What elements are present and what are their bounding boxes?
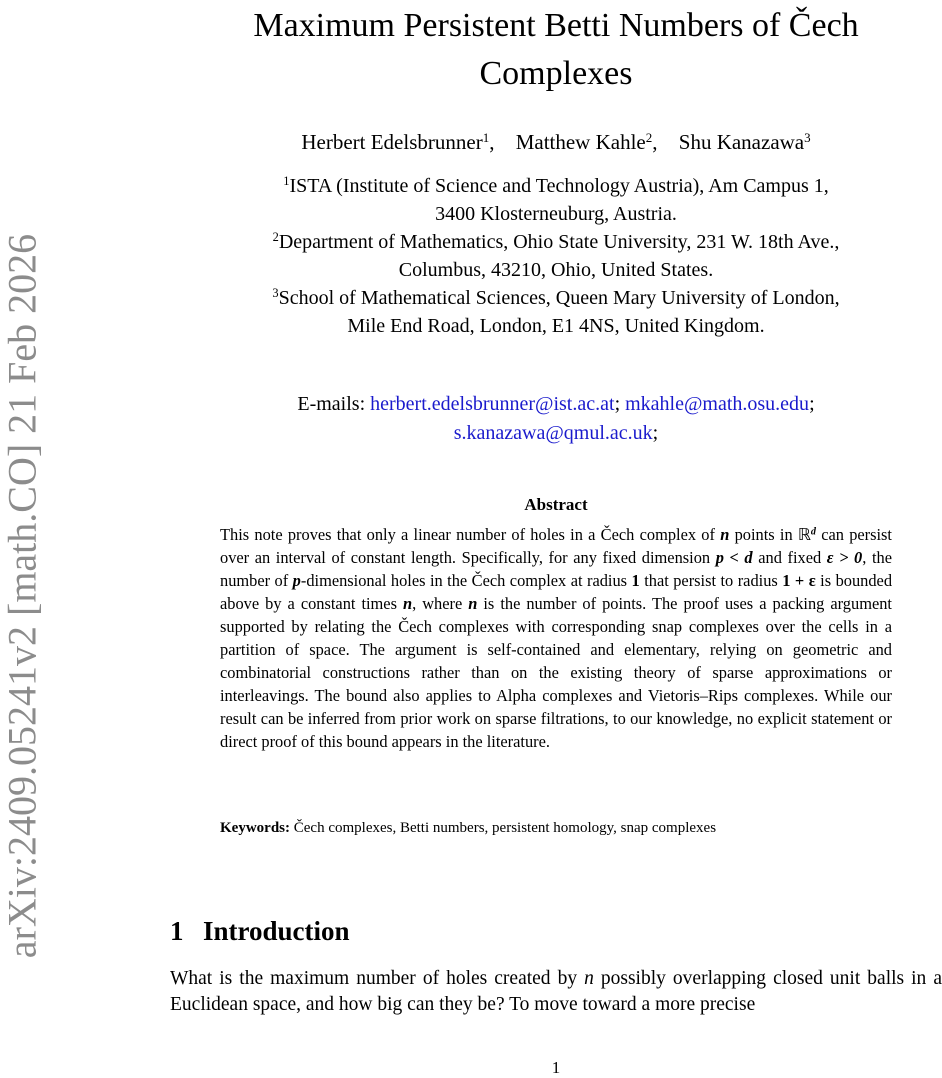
math-expression: n (468, 594, 478, 613)
introduction-paragraph (170, 966, 942, 1018)
intro-math-variable: n (584, 968, 594, 989)
math-expression: ε > 0 (826, 548, 863, 567)
math-expression: p < d (715, 548, 753, 567)
keywords-line (220, 817, 892, 839)
affiliation-line: ISTA (Institute of Science and Technology Austria), Am Campus 1, (289, 175, 829, 197)
affiliation-mark: 1 (283, 174, 290, 189)
email-separator: ; (652, 422, 659, 444)
abstract-text-run: This note proves that only a linear number of holes in a Čech complex of (220, 525, 721, 544)
math-expression: 1 (631, 571, 640, 590)
abstract-text-run: is bounded above by a constant times (220, 571, 893, 613)
affiliation-line: School of Mathematical Sciences, Queen Mary University of London, (278, 287, 840, 309)
abstract-heading: Abstract (524, 495, 588, 514)
affiliation-line: Department of Mathematics, Ohio State University, 231 W. 18th Ave., (278, 231, 840, 253)
section-title: Introduction (203, 916, 350, 946)
section-number: 1 (170, 916, 184, 946)
abstract-text-run: points in ℝ (729, 525, 811, 544)
abstract-text-run: that persist to radius (639, 571, 783, 590)
abstract-text-run: , the number of (220, 548, 892, 590)
affiliation (170, 228, 942, 256)
affiliation (170, 172, 942, 200)
math-expression: p (292, 571, 301, 590)
email-label: E-mails: (297, 393, 366, 415)
author-list (170, 128, 942, 156)
author-affiliation-mark: 2 (645, 129, 653, 145)
author-affiliation-mark: 1 (482, 129, 490, 145)
author-affiliation-mark: 3 (804, 129, 811, 145)
abstract-text-run: and fixed (752, 548, 827, 567)
email-link-kanazawa[interactable]: s.kanazawa@qmul.ac.uk (453, 422, 653, 444)
keywords-text: Čech complexes, Betti numbers, persistent homology, snap complexes (293, 820, 717, 836)
author-separator: , (652, 130, 658, 154)
abstract-text-run: can persist over an interval of constant length. Specifically, for any fixed dimension (220, 525, 892, 567)
author-name: Herbert Edelsbrunner (301, 130, 483, 154)
abstract-text-run: , where (412, 594, 469, 613)
author-name: Shu Kanazawa (678, 130, 805, 154)
math-expression: n (720, 525, 730, 544)
email-block (170, 390, 942, 448)
affiliation-line: Mile End Road, London, E1 4NS, United Kingdom. (347, 315, 765, 337)
abstract-text-run: is the number of points. The proof uses a packing argument supported by relating the Čech complexes with corresponding snap complexes over the cells in a partition of space. The argument is self-contained and elementary, relying on geometric and combinatorial constructions rather than on the existing theory of sparse approximations or interleavings. The bound also applies to Alpha complexes and Vietoris–Rips complexes. While our result can be inferred from prior work on sparse filtrations, to our knowledge, no explicit statement or direct proof of this bound appears in the literature. (220, 594, 892, 751)
author-separator: , (489, 130, 495, 154)
abstract-text (220, 523, 892, 753)
author-name: Matthew Kahle (515, 130, 646, 154)
math-superscript: d (810, 526, 816, 538)
email-separator: ; (614, 393, 621, 415)
affiliation (170, 284, 942, 312)
email-link-edelsbrunner[interactable]: herbert.edelsbrunner@ist.ac.at (370, 393, 615, 415)
keywords-label: Keywords: (220, 820, 290, 836)
affiliation-line: 3400 Klosterneuburg, Austria. (435, 203, 677, 225)
affiliation-line: Columbus, 43210, Ohio, United States. (398, 259, 714, 281)
abstract-text-run: -dimensional holes in the Čech complex at radius (300, 571, 632, 590)
paper-title-line: Maximum Persistent Betti Numbers of Čech (253, 7, 859, 44)
affiliation-list (170, 172, 942, 340)
intro-text: possibly overlapping closed unit balls in a Euclidean space, and how big can they be? To move toward a more precise (170, 968, 942, 1015)
paper-title-line: Complexes (479, 55, 633, 92)
paper-title (170, 2, 942, 98)
math-expression: n (402, 594, 413, 613)
email-separator: ; (809, 393, 815, 415)
email-link-kahle[interactable]: mkahle@math.osu.edu (625, 393, 810, 415)
math-expression: 1 + ε (782, 571, 816, 590)
affiliation-mark: 3 (272, 286, 279, 301)
page-number: 1 (551, 1058, 561, 1077)
intro-text: What is the maximum number of holes created by (170, 968, 585, 989)
section-heading-introduction (170, 913, 350, 949)
affiliation-mark: 2 (272, 230, 279, 245)
arxiv-identifier-stamp[interactable]: arXiv:2409.05241v2 [math.CO] 21 Feb 2026 (0, 233, 45, 959)
